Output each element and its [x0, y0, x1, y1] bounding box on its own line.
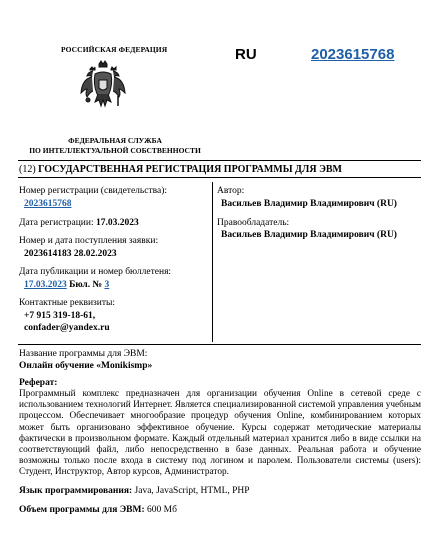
application-value: 2023614183 28.02.2023 — [24, 249, 117, 259]
double-headed-eagle-emblem-icon — [80, 60, 126, 114]
contacts-phone: +7 915 319-18-61, — [24, 311, 96, 321]
registration-number-link[interactable]: 2023615768 — [311, 46, 395, 63]
agency-line-2: ПО ИНТЕЛЛЕКТУАЛЬНОЙ СОБСТВЕННОСТИ — [29, 146, 201, 155]
divider-doctype — [18, 177, 421, 178]
size-row — [19, 505, 177, 515]
column-divider — [212, 182, 213, 342]
publication-label: Дата публикации и номер бюллетеня: — [19, 267, 172, 277]
program-name-value: Онлайн обучение «Monikismp» — [19, 361, 153, 371]
registration-date-label: Дата регистрации: — [19, 218, 94, 228]
registration-date-value: 17.03.2023 — [95, 218, 139, 228]
document-type-heading — [19, 164, 342, 175]
publication-date-link[interactable]: 17.03.2023 — [24, 280, 67, 290]
contacts-email: confader@yandex.ru — [24, 323, 110, 333]
bulletin-text: Бюл. № — [69, 280, 103, 290]
owner-value: Васильев Владимир Владимирович (RU) — [221, 230, 397, 240]
bulletin-number-link[interactable]: 3 — [104, 280, 110, 290]
abstract-text: Программный комплекс предназначен для организации обучения Online в сетевой среде с использованием технологий Интернет. Является специализированной системой управления учебным процессом. Обеспечивает многообразие процедур обучения Online, комбинированием которых может быть организовано эффективное обучение. Курсы содержат методические материалы фактически в произвольном формате. Каждый отдельный материал хранится либо в виде ссылки на соответствующий файл, либо непосредственно в базе данных. Реальная работа и обучение возможны только после входа в систему под логином и паролем. Пользователи системы (users): Студент, Инструктор, Автор курсов, Администратор. — [19, 389, 421, 478]
author-value: Васильев Владимир Владимирович (RU) — [221, 199, 397, 209]
program-name-label: Название программы для ЭВМ: — [19, 349, 148, 359]
size-label: Объем программы для ЭВМ: — [19, 505, 145, 515]
document-type: ГОСУДАРСТВЕННАЯ РЕГИСТРАЦИЯ ПРОГРАММЫ ДЛЯ ЭВМ — [38, 164, 342, 175]
divider-bottom — [18, 344, 421, 345]
language-row — [19, 486, 250, 496]
country-code: RU — [235, 46, 257, 63]
owner-label: Правообладатель: — [217, 218, 290, 228]
registration-date — [19, 218, 139, 228]
language-value: Java, JavaScript, HTML, PHP — [134, 486, 250, 496]
agency-name — [25, 136, 205, 156]
language-label: Язык программирования: — [19, 486, 133, 496]
document-code: (12) — [19, 164, 36, 175]
author-label: Автор: — [217, 186, 245, 196]
application-label: Номер и дата поступления заявки: — [19, 236, 159, 246]
registration-number-label: Номер регистрации (свидетельства): — [19, 186, 167, 196]
divider-top — [18, 160, 421, 161]
contacts-label: Контактные реквизиты: — [19, 298, 116, 308]
publication-value — [24, 280, 109, 290]
registration-number-value-link[interactable]: 2023615768 — [24, 199, 72, 209]
abstract-label: Реферат: — [19, 378, 58, 388]
size-value: 600 Мб — [147, 505, 177, 515]
agency-line-1: ФЕДЕРАЛЬНАЯ СЛУЖБА — [68, 136, 162, 145]
country-name: РОССИЙСКАЯ ФЕДЕРАЦИЯ — [61, 45, 168, 54]
